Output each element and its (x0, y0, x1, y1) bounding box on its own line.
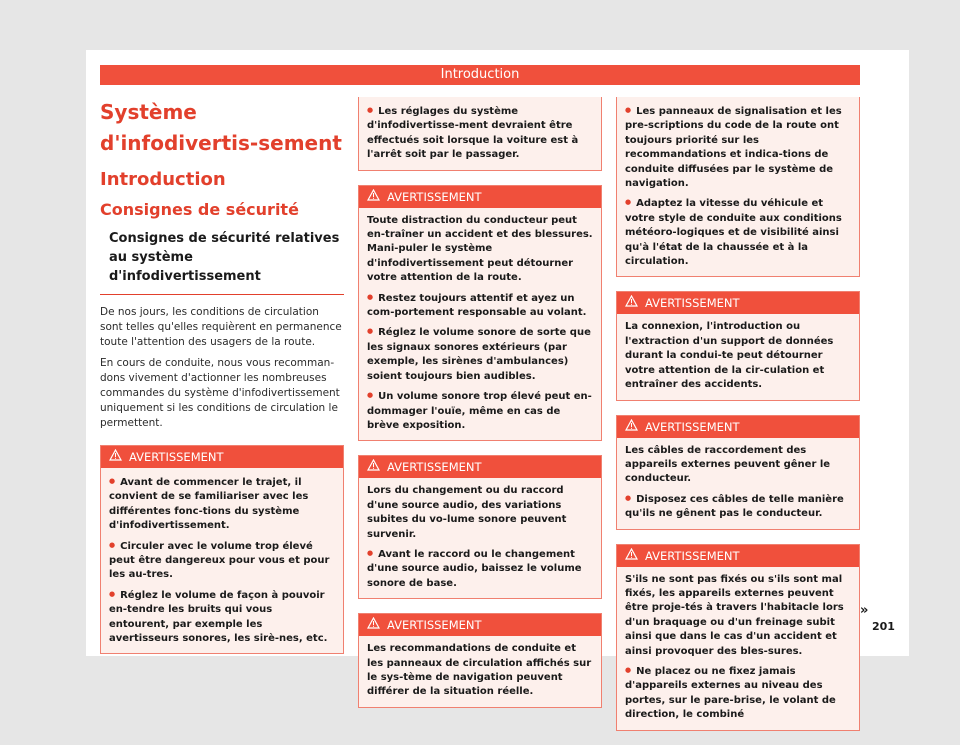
warning-title: AVERTISSEMENT (387, 618, 482, 633)
warning-box (358, 455, 602, 599)
warning-continuation-box (358, 97, 602, 171)
warning-bullet: ● Les réglages du système d'infodivertisse-ment devraient être effectués soit lorsque la voiture est à l'arrêt soit par le passager. (367, 103, 593, 163)
warning-bullet: ● Avant de commencer le trajet, il convient de se familiariser avec les différentes fonc-tions du système d'infodivertissement. (109, 474, 335, 534)
subsection-title: Consignes de sécurité (100, 200, 299, 219)
warning-triangle-icon (625, 292, 639, 314)
warning-title: AVERTISSEMENT (387, 460, 482, 475)
warning-box (358, 613, 602, 708)
warning-body (359, 636, 601, 707)
warning-text: S'ils ne sont pas fixés ou s'ils sont mal fixés, les appareils externes peuvent être proje-tés à travers l'habitacle lors d'un braquage ou d'un freinage subit ainsi que dans le cas d'un accident et ainsi provoquer des bles-sures. (625, 573, 844, 657)
warning-header (101, 446, 343, 468)
warning-box (616, 544, 860, 731)
warning-body (359, 208, 601, 441)
warning-box (616, 291, 860, 400)
warning-header (359, 614, 601, 636)
warning-triangle-icon (367, 614, 381, 636)
warning-body (101, 468, 343, 653)
column-3 (616, 97, 860, 745)
warning-text: Les câbles de raccordement des appareils externes peuvent gêner le conducteur. (625, 444, 831, 485)
continue-mark: » (860, 603, 869, 618)
warning-body (617, 97, 859, 276)
warning-box (358, 185, 602, 442)
warning-bullet: ● Un volume sonore trop élevé peut en-dommager l'ouïe, même en cas de brève exposition. (367, 388, 593, 433)
warning-text: La connexion, l'introduction ou l'extraction d'un support de données durant la condui-te peut détourner votre attention de la cir-culation et entraîner des accidents. (625, 321, 834, 391)
paragraph: En cours de conduite, nous vous recomman-dons vivement d'actionner les nombreuses commandes du système d'infodivertissement uniquement si les conditions de circulation le permettent. (100, 357, 340, 429)
warning-triangle-icon (625, 545, 639, 567)
warning-header (359, 186, 601, 208)
warning-triangle-icon (109, 446, 123, 468)
warning-bullet: ● Réglez le volume de façon à pouvoir en-tendre les bruits qui vous entourent, par exemple les avertisseurs sonores, les sirè-nes, etc. (109, 587, 335, 647)
warning-bullet: ● Ne placez ou ne fixez jamais d'appareils externes au niveau des portes, sur le pare-brise, le volant de direction, le combiné (625, 663, 851, 723)
warning-header (617, 292, 859, 314)
column-1 (100, 97, 344, 668)
warning-title: AVERTISSEMENT (645, 548, 740, 563)
warning-header (617, 416, 859, 438)
warning-title: AVERTISSEMENT (129, 450, 224, 464)
warning-triangle-icon (367, 186, 381, 208)
warning-header (617, 545, 859, 567)
warning-body (617, 438, 859, 529)
warning-bullet: ● Réglez le volume sonore de sorte que les signaux sonores extérieurs (par exemple, les sirènes d'ambulances) soient toujours bien audibles. (367, 324, 593, 384)
warning-triangle-icon (367, 456, 381, 478)
warning-continuation-box (616, 97, 860, 277)
chapter-header: Introduction (100, 65, 860, 85)
warning-title: AVERTISSEMENT (645, 419, 740, 434)
warning-box (100, 445, 344, 654)
warning-title: AVERTISSEMENT (387, 189, 482, 204)
warning-text: Toute distraction du conducteur peut en-traîner un accident et des blessures. Mani-puler le système d'infodivertissement peut détourner votre attention de la route. (367, 214, 593, 284)
warning-bullet: ● Restez toujours attentif et ayez un com-portement responsable au volant. (367, 290, 593, 321)
warning-body (359, 97, 601, 170)
warning-bullet: ● Les panneaux de signalisation et les pre-scriptions du code de la route ont toujours priorité sur les recommandations et indica-tions de conduite diffusées par le système de navigation. (625, 103, 851, 191)
warning-body (617, 567, 859, 730)
paragraph: De nos jours, les conditions de circulation sont telles qu'elles requièrent en permanence toute l'attention des usagers de la route. (100, 306, 342, 348)
warning-triangle-icon (625, 416, 639, 438)
warning-bullet: ● Adaptez la vitesse du véhicule et votre style de conduite aux conditions météoro-logiques et de visibilité ainsi qu'à l'état de la chaussée et à la circulation. (625, 195, 851, 269)
warning-bullet: ● Disposez ces câbles de telle manière qu'ils ne gênent pas le conducteur. (625, 491, 851, 522)
section-title: Introduction (100, 169, 226, 190)
warning-title: AVERTISSEMENT (645, 296, 740, 311)
warning-body (617, 314, 859, 399)
warning-bullet: ● Circuler avec le volume trop élevé peut être dangereux pour vous et pour les au-tres. (109, 538, 335, 583)
warning-text: Les recommandations de conduite et les panneaux de circulation affichés sur le sys-tème de navigation peuvent différer de la situation réelle. (367, 643, 592, 698)
page-number: 201 (872, 620, 895, 633)
warning-header (359, 456, 601, 478)
chapter-title: Système d'infodivertis-sement (100, 100, 342, 155)
topic-title: Consignes de sécurité relatives au système d'infodivertissement (100, 229, 344, 295)
warning-box (616, 415, 860, 530)
warning-text: Lors du changement ou du raccord d'une source audio, des variations subites du vo-lume sonore peuvent survenir. (367, 485, 567, 540)
warning-bullet: ● Avant le raccord ou le changement d'une source audio, baissez le volume sonore de base. (367, 546, 593, 591)
column-2 (358, 97, 602, 722)
warning-body (359, 478, 601, 598)
